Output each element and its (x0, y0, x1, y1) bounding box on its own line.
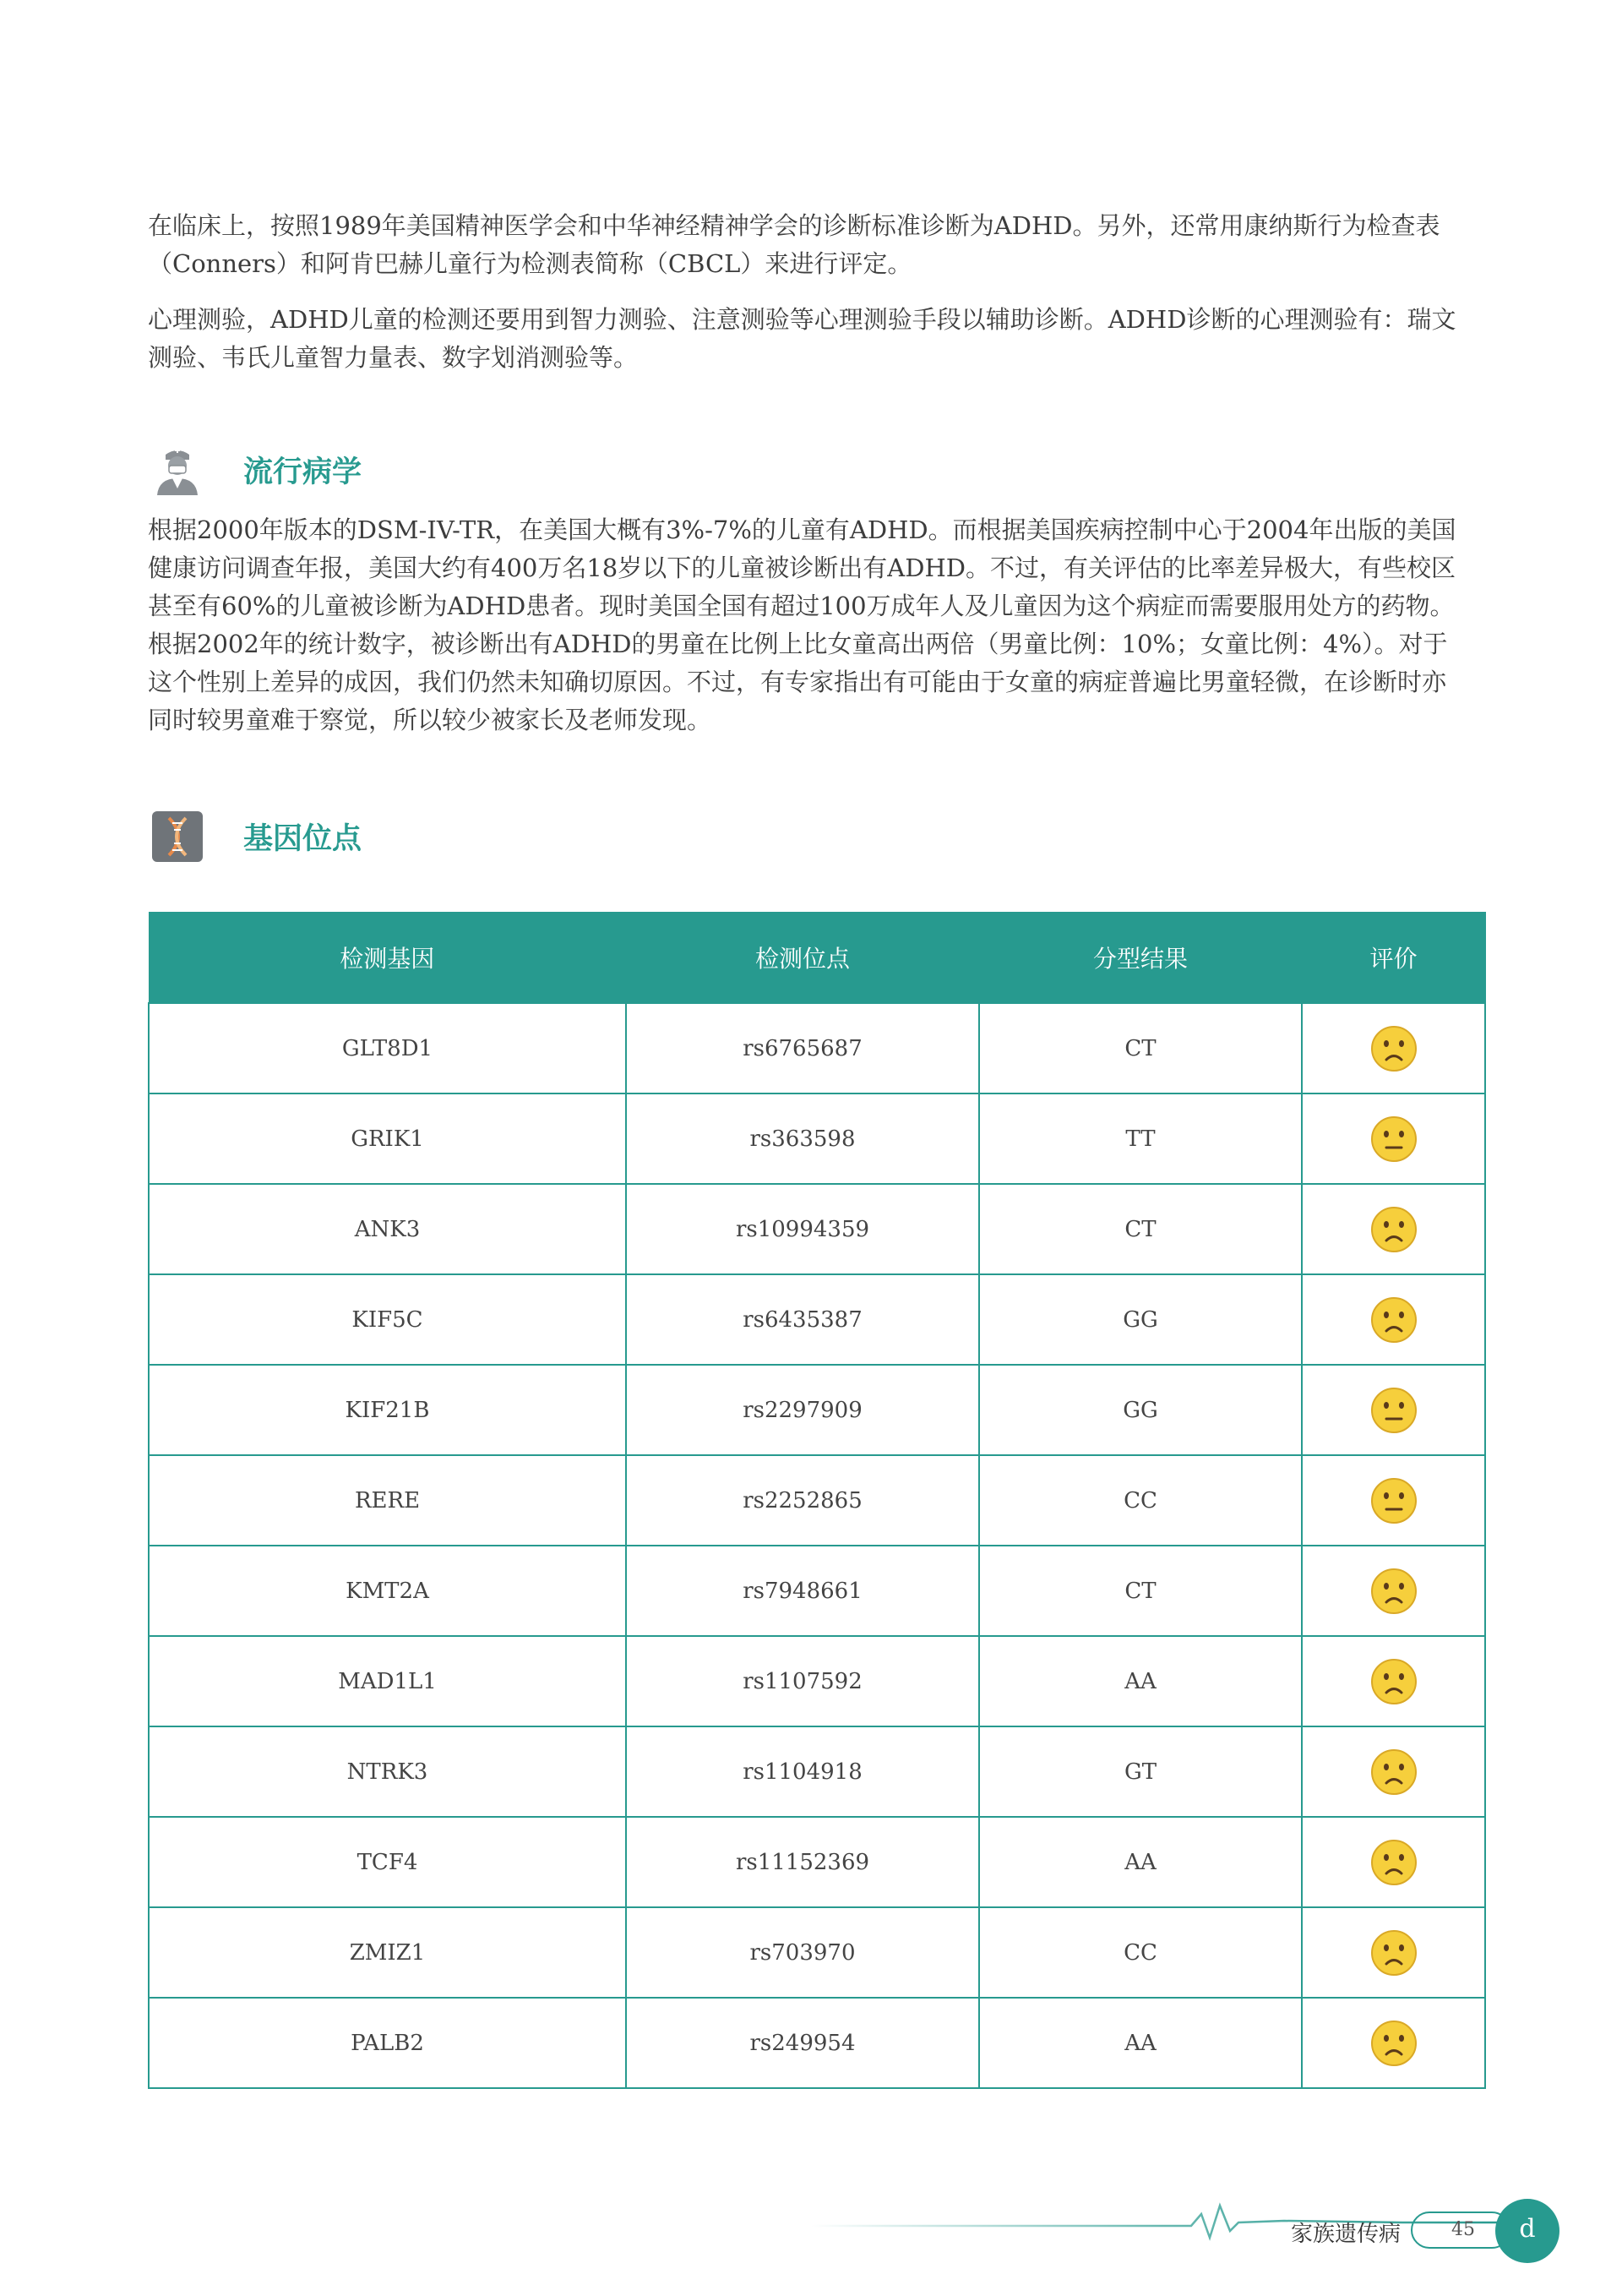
gene-cell: RERE (149, 1455, 626, 1546)
genotype-cell: GT (979, 1726, 1302, 1817)
heartbeat-line (811, 2189, 1512, 2248)
gene-cell: KIF21B (149, 1365, 626, 1455)
genotype-cell: GG (979, 1365, 1302, 1455)
section-gene-loci (150, 807, 362, 866)
sad-face-icon (1369, 1657, 1418, 1706)
table-row (149, 1274, 1485, 1365)
table-row (149, 1093, 1485, 1184)
rating-cell (1302, 1817, 1485, 1907)
rating-cell (1302, 1003, 1485, 1093)
gene-result-table (148, 912, 1486, 2089)
site-cell: rs249954 (626, 1998, 979, 2088)
neutral-face-icon (1369, 1115, 1418, 1164)
table-body (149, 1003, 1485, 2088)
dna-icon (150, 810, 204, 864)
genotype-cell: CT (979, 1546, 1302, 1636)
genotype-cell: CT (979, 1003, 1302, 1093)
genotype-cell: CC (979, 1455, 1302, 1546)
footer-title: 家族遗传病 (1291, 2222, 1402, 2247)
sad-face-icon (1369, 2019, 1418, 2068)
gene-cell: ANK3 (149, 1184, 626, 1274)
rating-cell (1302, 1274, 1485, 1365)
site-cell: rs363598 (626, 1093, 979, 1184)
section-badge: d (1495, 2199, 1559, 2263)
section-title-gene-loci: 基因位点 (243, 822, 362, 856)
site-cell: rs703970 (626, 1907, 979, 1998)
gene-cell: GRIK1 (149, 1093, 626, 1184)
gene-cell: TCF4 (149, 1817, 626, 1907)
site-cell: rs1107592 (626, 1636, 979, 1726)
genotype-cell: TT (979, 1093, 1302, 1184)
header-genotype: 分型结果 (979, 912, 1302, 1003)
table-row (149, 1003, 1485, 1093)
sad-face-icon (1369, 1748, 1418, 1797)
sad-face-icon (1369, 1567, 1418, 1616)
site-cell: rs10994359 (626, 1184, 979, 1274)
gene-cell: KMT2A (149, 1546, 626, 1636)
table-header-row (149, 912, 1485, 1003)
sad-face-icon (1369, 1838, 1418, 1887)
gene-cell: MAD1L1 (149, 1636, 626, 1726)
site-cell: rs7948661 (626, 1546, 979, 1636)
gene-cell: GLT8D1 (149, 1003, 626, 1093)
page-number: 45 (1411, 2211, 1510, 2249)
table-row (149, 1907, 1485, 1998)
neutral-face-icon (1369, 1476, 1418, 1525)
genotype-cell: GG (979, 1274, 1302, 1365)
rating-cell (1302, 1636, 1485, 1726)
paragraph-diagnosis: 在临床上，按照1989年美国精神医学会和中华神经精神学会的诊断标准诊断为ADHD。另外，还常用康纳斯行为检查表（Conners）和阿肯巴赫儿童行为检测表简称（CBCL）来进行评定。 (148, 211, 1440, 278)
rating-cell (1302, 1998, 1485, 2088)
rating-cell (1302, 1726, 1485, 1817)
rating-cell (1302, 1907, 1485, 1998)
sad-face-icon (1369, 1295, 1418, 1344)
site-cell: rs1104918 (626, 1726, 979, 1817)
paragraph-epidemiology: 根据2000年版本的DSM-IV-TR，在美国大概有3%-7%的儿童有ADHD。而根据美国疾病控制中心于2004年出版的美国健康访问调查年报，美国大约有400万名18岁以下的儿童被诊断出有ADHD。不过，有关评估的比率差异极大，有些校区甚至有60%的儿童被诊断为ADHD患者。现时美国全国有超过100万成年人及儿童因为这个病症而需要服用处方的药物。根据2002年的统计数字，被诊断出有ADHD的男童在比例上比女童高出两倍（男童比例：10%；女童比例：4%）。对于这个性别上差异的成因，我们仍然未知确切原因。不过，有专家指出有可能由于女童的病症普遍比男童轻微，在诊断时亦同时较男童难于察觉，所以较少被家长及老师发现。 (148, 515, 1456, 734)
genotype-cell: AA (979, 1998, 1302, 2088)
genotype-cell: AA (979, 1636, 1302, 1726)
gene-cell: KIF5C (149, 1274, 626, 1365)
rating-cell (1302, 1455, 1485, 1546)
table-row (149, 1365, 1485, 1455)
genotype-cell: CC (979, 1907, 1302, 1998)
site-cell: rs11152369 (626, 1817, 979, 1907)
doctor-icon (150, 443, 204, 497)
genotype-cell: CT (979, 1184, 1302, 1274)
site-cell: rs2252865 (626, 1455, 979, 1546)
table-row (149, 1546, 1485, 1636)
paragraph-psych-tests: 心理测验，ADHD儿童的检测还要用到智力测验、注意测验等心理测验手段以辅助诊断。ADHD诊断的心理测验有：瑞文测验、韦氏儿童智力量表、数字划消测验等。 (148, 305, 1456, 372)
table-row (149, 1184, 1485, 1274)
table-row (149, 1998, 1485, 2088)
site-cell: rs2297909 (626, 1365, 979, 1455)
genotype-cell: AA (979, 1817, 1302, 1907)
rating-cell (1302, 1365, 1485, 1455)
rating-cell (1302, 1184, 1485, 1274)
table-row (149, 1726, 1485, 1817)
rating-cell (1302, 1093, 1485, 1184)
table-row (149, 1455, 1485, 1546)
gene-cell: PALB2 (149, 1998, 626, 2088)
header-gene: 检测基因 (149, 912, 626, 1003)
sad-face-icon (1369, 1205, 1418, 1254)
rating-cell (1302, 1546, 1485, 1636)
gene-cell: ZMIZ1 (149, 1907, 626, 1998)
gene-cell: NTRK3 (149, 1726, 626, 1817)
sad-face-icon (1369, 1024, 1418, 1073)
section-title-epidemiology: 流行病学 (243, 455, 362, 489)
neutral-face-icon (1369, 1386, 1418, 1435)
table-row (149, 1817, 1485, 1907)
section-epidemiology (150, 440, 362, 499)
site-cell: rs6765687 (626, 1003, 979, 1093)
table-row (149, 1636, 1485, 1726)
sad-face-icon (1369, 1928, 1418, 1977)
header-rating: 评价 (1302, 912, 1485, 1003)
header-site: 检测位点 (626, 912, 979, 1003)
site-cell: rs6435387 (626, 1274, 979, 1365)
